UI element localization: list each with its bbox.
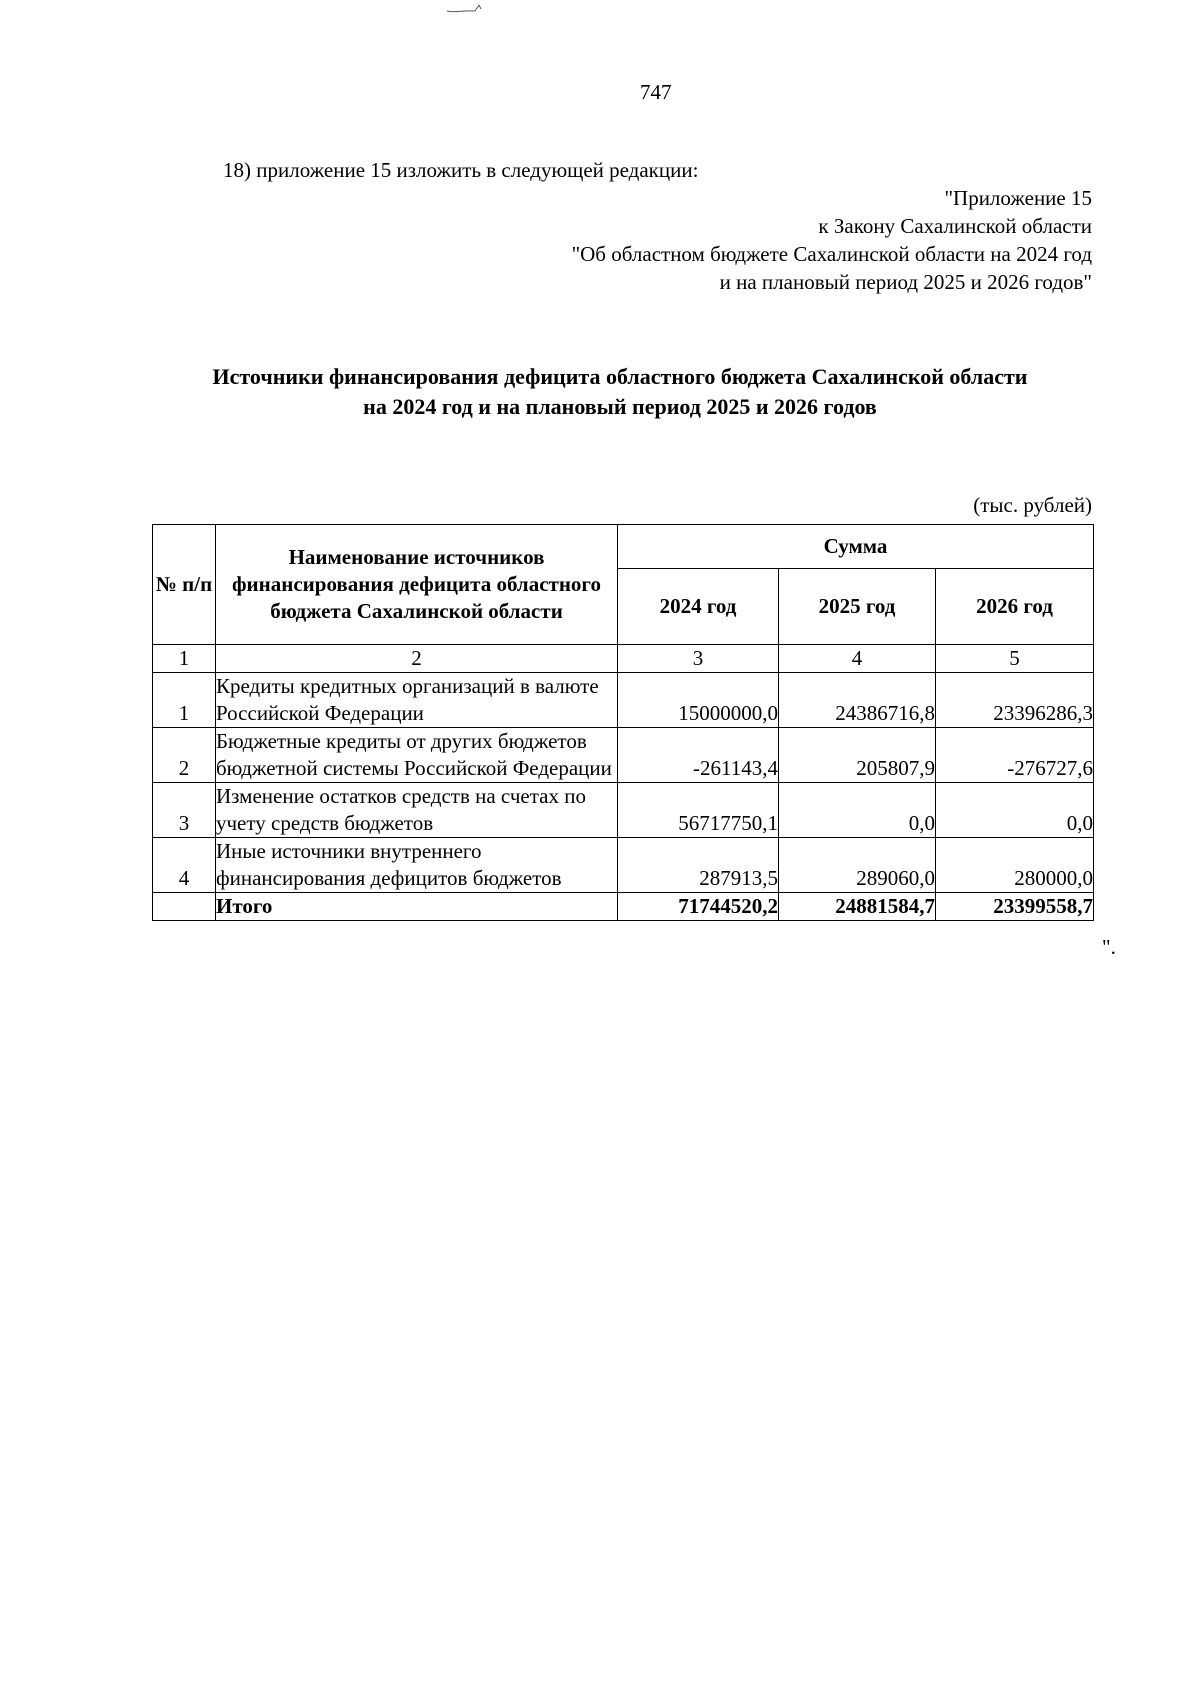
index-cell: 2 [216, 645, 618, 673]
table-index-row [153, 645, 1094, 673]
row-num: 1 [153, 673, 216, 728]
row-value-2025: 24386716,8 [779, 673, 936, 728]
index-cell: 5 [936, 645, 1094, 673]
row-name: Кредиты кредитных организаций в валюте Российской Федерации [216, 673, 618, 728]
closing-quote: ". [1102, 935, 1116, 959]
row-value-2026: 23396286,3 [936, 673, 1094, 728]
row-value-2025: 289060,0 [779, 838, 936, 893]
row-value-2024: 287913,5 [618, 838, 779, 893]
row-name: Изменение остатков средств на счетах по учету средств бюджетов [216, 783, 618, 838]
appendix-note-line: "Об областном бюджете Сахалинской области на 2024 год [571, 242, 1092, 266]
page-number: 747 [640, 80, 672, 104]
row-value-2025: 205807,9 [779, 728, 936, 783]
row-value-2026: 280000,0 [936, 838, 1094, 893]
table-row [153, 783, 1094, 838]
total-value-2024: 71744520,2 [618, 893, 779, 921]
row-num: 3 [153, 783, 216, 838]
document-title-line: на 2024 год и на плановый период 2025 и 2026 годов [363, 394, 877, 419]
row-value-2024: -261143,4 [618, 728, 779, 783]
row-num: 2 [153, 728, 216, 783]
row-value-2024: 15000000,0 [618, 673, 779, 728]
appendix-note-line: "Приложение 15 [944, 186, 1092, 210]
row-num: 4 [153, 838, 216, 893]
row-name: Иные источники внутреннего финансирования дефицитов бюджетов [216, 838, 618, 893]
table-row [153, 728, 1094, 783]
row-value-2026: 0,0 [936, 783, 1094, 838]
financing-sources-table [152, 524, 1094, 921]
units-label: (тыс. рублей) [973, 493, 1092, 517]
scan-artifact-mark [445, 2, 485, 14]
table-header-row [153, 525, 1094, 569]
intro-line: 18) приложение 15 изложить в следующей редакции: [223, 158, 699, 182]
document-title-line: Источники финансирования дефицита областного бюджета Сахалинской области [212, 364, 1028, 389]
appendix-note-line: к Закону Сахалинской области [818, 214, 1092, 238]
row-value-2026: -276727,6 [936, 728, 1094, 783]
appendix-note-line: и на плановый период 2025 и 2026 годов" [719, 270, 1092, 294]
total-num-cell [153, 893, 216, 921]
appendix-note [572, 184, 1092, 296]
index-cell: 1 [153, 645, 216, 673]
index-cell: 3 [618, 645, 779, 673]
table-row [153, 838, 1094, 893]
table-row [153, 673, 1094, 728]
total-label: Итого [216, 893, 618, 921]
header-year-2024: 2024 год [618, 569, 779, 645]
row-value-2025: 0,0 [779, 783, 936, 838]
header-sum: Сумма [618, 525, 1094, 569]
index-cell: 4 [779, 645, 936, 673]
header-num: № п/п [153, 525, 216, 645]
row-name: Бюджетные кредиты от других бюджетов бюджетной системы Российской Федерации [216, 728, 618, 783]
header-name: Наименование источников финансирования дефицита областного бюджета Сахалинской области [216, 525, 618, 645]
total-value-2026: 23399558,7 [936, 893, 1094, 921]
table-total-row [153, 893, 1094, 921]
header-year-2025: 2025 год [779, 569, 936, 645]
header-year-2026: 2026 год [936, 569, 1094, 645]
total-value-2025: 24881584,7 [779, 893, 936, 921]
row-value-2024: 56717750,1 [618, 783, 779, 838]
document-title [150, 362, 1090, 422]
